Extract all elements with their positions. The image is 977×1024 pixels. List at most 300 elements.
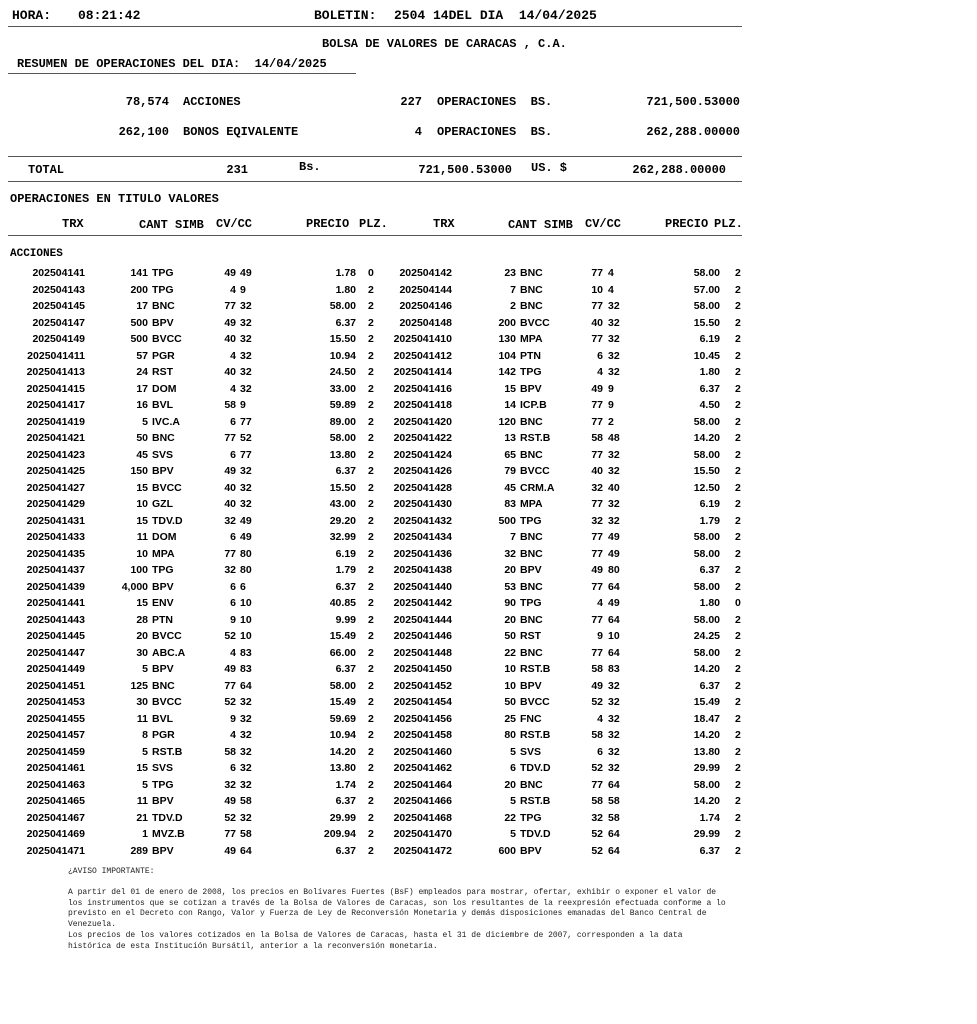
cell-precio: 58.00 [693, 778, 720, 791]
cell-cant: 13 [504, 432, 516, 444]
boletin-label: BOLETIN: [314, 8, 377, 23]
cell-simb: BPV [520, 679, 542, 692]
section-title: OPERACIONES EN TITULO VALORES [10, 192, 219, 206]
cell-cc: 49 [608, 531, 620, 543]
cell-cant: 125 [130, 679, 148, 692]
cell-trx: 2025041451 [26, 679, 85, 692]
cell-simb: SVS [152, 448, 174, 461]
cell-simb: MPA [520, 498, 543, 510]
cell-plz: 2 [368, 316, 374, 329]
cell-precio: 24.25 [693, 630, 720, 642]
cell-cv: 32 [591, 481, 603, 494]
cell-simb: RST.B [520, 663, 551, 675]
total-label: TOTAL [28, 163, 65, 177]
cell-trx: 2025041430 [393, 498, 452, 510]
cell-precio: 1.80 [699, 597, 720, 609]
cell-cv: 52 [224, 696, 236, 708]
cell-precio: 1.80 [335, 283, 356, 296]
cell-cant: 20 [136, 630, 148, 642]
cell-plz: 2 [368, 448, 374, 461]
cell-simb: PTN [520, 349, 541, 362]
cell-trx: 2025041448 [393, 646, 452, 659]
cell-cc: 9 [608, 382, 614, 395]
cell-cv: 58 [224, 745, 236, 758]
cell-trx: 2025041464 [393, 778, 452, 791]
cell-simb: GZL [152, 498, 173, 510]
cell-cant: 289 [130, 844, 148, 857]
cell-trx: 2025041435 [26, 547, 85, 560]
cell-cant: 500 [498, 514, 516, 527]
cell-trx: 2025041449 [26, 663, 85, 675]
cell-cc: 40 [608, 481, 620, 494]
table-row [0, 416, 977, 433]
cell-precio: 15.49 [329, 630, 356, 642]
cell-cant: 65 [504, 448, 516, 461]
cell-precio: 15.49 [693, 696, 720, 708]
cell-simb: PTN [152, 613, 173, 626]
cell-cc: 4 [608, 283, 614, 296]
table-row [0, 779, 977, 796]
cell-precio: 6.37 [335, 316, 356, 329]
cell-trx: 2025041447 [26, 646, 85, 659]
total-bs-label: Bs. [299, 160, 321, 174]
cell-precio: 58.00 [693, 613, 720, 626]
cell-simb: BVL [152, 399, 173, 411]
cell-cant: 15 [136, 514, 148, 527]
cell-cant: 53 [504, 580, 516, 593]
cell-precio: 13.80 [693, 745, 720, 758]
cell-plz: 2 [368, 432, 374, 444]
cell-simb: BNC [520, 613, 543, 626]
cell-simb: BVCC [152, 696, 182, 708]
cell-precio: 58.00 [693, 267, 720, 279]
cell-simb: BNC [520, 646, 543, 659]
cell-simb: BPV [520, 564, 542, 576]
cell-cc: 9 [240, 283, 246, 296]
cell-cant: 200 [130, 283, 148, 296]
cell-cc: 83 [240, 646, 252, 659]
table-row [0, 482, 977, 499]
cell-precio: 14.20 [693, 795, 720, 807]
cell-cc: 49 [240, 531, 252, 543]
cell-simb: BNC [520, 547, 543, 560]
cell-trx: 2025041437 [26, 564, 85, 576]
cell-trx: 2025041462 [393, 762, 452, 774]
cell-precio: 15.49 [329, 696, 356, 708]
table-row [0, 812, 977, 829]
cell-plz: 2 [368, 366, 374, 378]
cell-cv: 77 [224, 432, 236, 444]
cell-cv: 77 [591, 498, 603, 510]
cell-cc: 49 [240, 267, 252, 279]
cell-trx: 2025041411 [27, 349, 85, 362]
cell-simb: BNC [520, 267, 543, 279]
cell-cc: 32 [608, 498, 620, 510]
cell-cc: 9 [240, 399, 246, 411]
cell-simb: PGR [152, 349, 175, 362]
cell-plz: 2 [368, 778, 374, 791]
cell-cc: 32 [608, 333, 620, 345]
cell-plz: 2 [368, 729, 374, 741]
cell-cv: 77 [591, 300, 603, 312]
cell-simb: TDV.D [520, 762, 551, 774]
bonos-label: BONOS EQIVALENTE [183, 125, 299, 139]
cell-plz: 2 [368, 580, 374, 593]
cell-cc: 32 [608, 366, 620, 378]
cell-cv: 9 [230, 613, 236, 626]
cell-cv: 9 [597, 630, 603, 642]
cell-plz: 2 [735, 762, 741, 774]
cell-cc: 52 [240, 432, 252, 444]
cell-simb: MPA [152, 547, 175, 560]
cell-plz: 2 [735, 745, 741, 758]
cell-trx: 2025041410 [393, 333, 452, 345]
total-operaciones: 231 [226, 163, 248, 177]
cell-trx: 2025041429 [26, 498, 85, 510]
cell-plz: 2 [735, 267, 741, 279]
cell-precio: 14.20 [329, 745, 356, 758]
cell-simb: RST [152, 366, 173, 378]
cell-trx: 2025041444 [393, 613, 452, 626]
cell-precio: 1.79 [335, 564, 356, 576]
cell-cc: 80 [240, 564, 252, 576]
cell-cv: 32 [224, 564, 236, 576]
cell-cant: 22 [504, 811, 516, 824]
cell-plz: 2 [735, 333, 741, 345]
cell-plz: 2 [368, 811, 374, 824]
cell-precio: 4.50 [699, 399, 720, 411]
table-row [0, 614, 977, 631]
cell-precio: 6.37 [699, 382, 720, 395]
cell-cv: 49 [224, 465, 236, 477]
cell-plz: 2 [735, 646, 741, 659]
cell-simb: TPG [520, 811, 542, 824]
cell-plz: 2 [735, 448, 741, 461]
columns-divider [8, 235, 742, 236]
cell-cc: 10 [240, 613, 252, 626]
cell-trx: 2025041466 [393, 795, 452, 807]
cell-trx: 2025041454 [393, 696, 452, 708]
cell-cc: 49 [608, 597, 620, 609]
cell-precio: 58.00 [693, 531, 720, 543]
cell-cant: 600 [498, 844, 516, 857]
table-row [0, 663, 977, 680]
cell-cant: 10 [136, 547, 148, 560]
cell-cant: 17 [136, 300, 148, 312]
cell-cant: 20 [504, 613, 516, 626]
cell-cv: 6 [230, 762, 236, 774]
cell-plz: 2 [368, 399, 374, 411]
cell-cv: 4 [597, 712, 603, 725]
cell-cc: 32 [240, 366, 252, 378]
total-bottom-divider [8, 181, 742, 182]
cell-precio: 6.37 [699, 564, 720, 576]
cell-trx: 2025041414 [393, 366, 452, 378]
cell-plz: 2 [368, 283, 374, 296]
cell-precio: 29.99 [693, 762, 720, 774]
cell-precio: 15.50 [329, 333, 356, 345]
cell-cv: 77 [591, 448, 603, 461]
cell-trx: 202504146 [399, 300, 452, 312]
cell-cant: 7 [510, 283, 516, 296]
cell-simb: BVCC [520, 465, 550, 477]
cell-precio: 6.19 [699, 333, 720, 345]
cell-precio: 6.37 [699, 844, 720, 857]
cell-plz: 2 [735, 498, 741, 510]
cell-trx: 2025041423 [26, 448, 85, 461]
cell-cv: 40 [224, 481, 236, 494]
cell-cv: 52 [591, 696, 603, 708]
cell-cc: 58 [240, 795, 252, 807]
cell-cc: 32 [240, 382, 252, 395]
cell-cv: 40 [591, 465, 603, 477]
cell-cc: 32 [240, 729, 252, 741]
cell-plz: 2 [368, 349, 374, 362]
cell-trx: 2025041461 [26, 762, 85, 774]
cell-cv: 58 [591, 432, 603, 444]
cell-trx: 2025041440 [393, 580, 452, 593]
cell-cant: 90 [504, 597, 516, 609]
cell-cv: 49 [224, 267, 236, 279]
cell-cant: 5 [510, 795, 516, 807]
cell-cv: 77 [224, 300, 236, 312]
cell-precio: 14.20 [693, 432, 720, 444]
cell-cv: 6 [230, 597, 236, 609]
total-top-divider [8, 156, 742, 157]
cell-cant: 28 [136, 613, 148, 626]
col-precio-right: PRECIO [665, 217, 709, 231]
cell-cv: 77 [591, 399, 603, 411]
cell-cc: 32 [240, 498, 252, 510]
cell-precio: 15.50 [693, 465, 720, 477]
cell-trx: 2025041471 [26, 844, 85, 857]
cell-cc: 83 [608, 663, 620, 675]
cell-cant: 45 [136, 448, 148, 461]
cell-plz: 2 [735, 316, 741, 329]
cell-precio: 1.79 [699, 514, 720, 527]
cell-trx: 2025041463 [26, 778, 85, 791]
cell-cv: 49 [224, 795, 236, 807]
cell-simb: DOM [152, 382, 177, 395]
operations-table [0, 267, 977, 861]
cell-cc: 32 [608, 712, 620, 725]
cell-trx: 2025041427 [26, 481, 85, 494]
table-row [0, 845, 977, 862]
cell-cv: 52 [224, 811, 236, 824]
table-row [0, 548, 977, 565]
col-trx-right: TRX [433, 217, 455, 231]
cell-simb: TPG [152, 778, 174, 791]
col-cvcc-left: CV/CC [216, 217, 253, 231]
cell-cc: 4 [608, 267, 614, 279]
cell-plz: 2 [368, 663, 374, 675]
cell-trx: 2025041418 [393, 399, 452, 411]
cell-cc: 80 [240, 547, 252, 560]
cell-simb: BPV [152, 580, 174, 593]
cell-simb: TPG [152, 283, 174, 296]
cell-cant: 30 [136, 646, 148, 659]
cell-plz: 2 [735, 844, 741, 857]
table-row [0, 465, 977, 482]
cell-cv: 49 [224, 844, 236, 857]
boletin-value: 2504 14DEL DIA 14/04/2025 [394, 8, 597, 23]
cell-cc: 32 [608, 679, 620, 692]
cell-plz: 2 [368, 745, 374, 758]
cell-precio: 1.74 [335, 778, 356, 791]
cell-plz: 2 [368, 547, 374, 560]
cell-trx: 2025041431 [26, 514, 85, 527]
cell-plz: 2 [735, 415, 741, 428]
cell-plz: 2 [735, 382, 741, 395]
cell-plz: 2 [735, 712, 741, 725]
notice-spacer [68, 878, 748, 888]
cell-simb: PGR [152, 729, 175, 741]
cell-plz: 2 [735, 679, 741, 692]
cell-cc: 32 [240, 778, 252, 791]
cell-cv: 77 [591, 267, 603, 279]
cell-cc: 64 [240, 679, 252, 692]
cell-trx: 2025041415 [26, 382, 85, 395]
cell-cc: 32 [608, 316, 620, 329]
cell-cant: 8 [142, 729, 148, 741]
cell-cv: 77 [591, 580, 603, 593]
cell-cc: 64 [608, 778, 620, 791]
cell-cc: 32 [240, 696, 252, 708]
cell-simb: RST.B [520, 795, 551, 807]
cell-simb: ABC.A [152, 646, 186, 659]
cell-cant: 80 [504, 729, 516, 741]
cell-cc: 32 [608, 349, 620, 362]
cell-cc: 32 [608, 448, 620, 461]
cell-precio: 58.00 [693, 547, 720, 560]
cell-plz: 2 [368, 481, 374, 494]
cell-trx: 2025041445 [26, 630, 85, 642]
cell-cv: 6 [597, 745, 603, 758]
cell-simb: BNC [520, 778, 543, 791]
table-row [0, 366, 977, 383]
table-row [0, 746, 977, 763]
cell-precio: 40.85 [329, 597, 356, 609]
cell-precio: 58.00 [329, 432, 356, 444]
total-bs-value: 721,500.53000 [418, 163, 512, 177]
cell-precio: 10.94 [329, 349, 356, 362]
resumen-underline [8, 73, 356, 74]
bonos-cantidad: 262,100 [118, 125, 169, 139]
cell-plz: 2 [368, 679, 374, 692]
cell-precio: 57.00 [693, 283, 720, 296]
cell-simb: BPV [520, 382, 542, 395]
notice-line: previsto en el Decreto con Rango, Valor y Fuerza de Ley de Reconversión Monetaria y demás disposiciones emanadas del Banco Central de [68, 909, 707, 919]
cell-trx: 2025041424 [393, 448, 452, 461]
cell-precio: 58.00 [693, 580, 720, 593]
cell-trx: 2025041439 [26, 580, 85, 593]
cell-plz: 2 [735, 399, 741, 411]
cell-cc: 32 [608, 762, 620, 774]
cell-precio: 18.47 [693, 712, 720, 725]
cell-cv: 49 [224, 316, 236, 329]
cell-cv: 52 [591, 762, 603, 774]
cell-simb: BNC [520, 300, 543, 312]
cell-simb: RST.B [152, 745, 183, 758]
hora-value: 08:21:42 [78, 8, 141, 23]
cell-plz: 2 [368, 762, 374, 774]
cell-precio: 6.37 [699, 679, 720, 692]
cell-cant: 50 [136, 432, 148, 444]
cell-simb: RST.B [520, 432, 551, 444]
cell-cant: 10 [136, 498, 148, 510]
cell-cv: 32 [591, 811, 603, 824]
cell-cc: 32 [240, 349, 252, 362]
cell-cv: 52 [591, 828, 603, 840]
cell-cant: 4,000 [121, 580, 148, 593]
cell-cv: 6 [597, 349, 603, 362]
cell-cant: 20 [504, 778, 516, 791]
cell-plz: 2 [735, 729, 741, 741]
cell-precio: 59.69 [329, 712, 356, 725]
cell-plz: 2 [368, 696, 374, 708]
cell-precio: 6.19 [699, 498, 720, 510]
cell-simb: BVCC [152, 630, 182, 642]
cell-precio: 58.00 [329, 300, 356, 312]
group-label: ACCIONES [10, 248, 63, 260]
cell-cv: 77 [591, 613, 603, 626]
cell-cant: 25 [504, 712, 516, 725]
cell-cv: 4 [597, 597, 603, 609]
cell-trx: 2025041438 [393, 564, 452, 576]
cell-cant: 45 [504, 481, 516, 494]
cell-cant: 50 [504, 696, 516, 708]
cell-simb: TPG [520, 597, 542, 609]
cell-simb: MPA [520, 333, 543, 345]
cell-trx: 2025041443 [26, 613, 85, 626]
cell-cc: 58 [608, 811, 620, 824]
cell-plz: 2 [368, 828, 374, 840]
cell-precio: 89.00 [329, 415, 356, 428]
cell-cv: 6 [230, 531, 236, 543]
cell-trx: 2025041452 [393, 679, 452, 692]
cell-simb: TDV.D [152, 514, 183, 527]
cell-simb: TPG [152, 267, 174, 279]
cell-cv: 40 [224, 333, 236, 345]
cell-cv: 77 [591, 415, 603, 428]
cell-cant: 15 [504, 382, 516, 395]
total-us-label: US. $ [531, 161, 568, 175]
cell-trx: 202504145 [32, 300, 85, 312]
cell-precio: 24.50 [329, 366, 356, 378]
table-row [0, 333, 977, 350]
cell-cv: 40 [224, 498, 236, 510]
cell-trx: 2025041433 [26, 531, 85, 543]
col-cant-simb-left: CANT SIMB [139, 218, 204, 232]
cell-simb: FNC [520, 712, 542, 725]
cell-plz: 0 [735, 597, 741, 609]
cell-cc: 10 [240, 597, 252, 609]
cell-cv: 49 [224, 663, 236, 675]
cell-simb: BVCC [152, 481, 182, 494]
cell-cc: 10 [608, 630, 620, 642]
cell-trx: 202504147 [32, 316, 85, 329]
col-plz-left: PLZ. [359, 217, 388, 231]
cell-cv: 58 [591, 795, 603, 807]
cell-trx: 2025041417 [26, 399, 85, 411]
cell-precio: 6.37 [335, 465, 356, 477]
cell-cant: 10 [504, 679, 516, 692]
cell-cc: 77 [240, 415, 252, 428]
cell-cant: 16 [136, 399, 148, 411]
cell-trx: 2025041426 [393, 465, 452, 477]
cell-simb: BVCC [520, 316, 550, 329]
cell-trx: 2025041432 [393, 514, 452, 527]
